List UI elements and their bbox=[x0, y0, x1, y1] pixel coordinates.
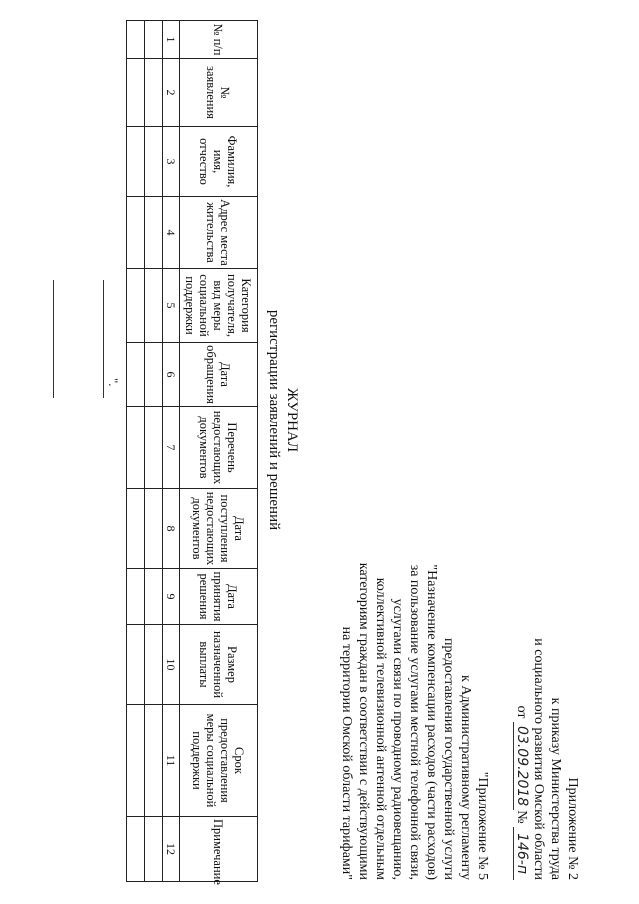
column-header: Дата поступления недостающих документов bbox=[180, 489, 258, 569]
table-cell bbox=[127, 569, 145, 625]
appendix-5-line: на территории Омской области тарифами" bbox=[339, 626, 354, 880]
column-header: Адрес места жительства bbox=[180, 197, 258, 269]
column-number: 9 bbox=[163, 569, 180, 625]
appendix-5-title: "Приложение № 5 bbox=[475, 771, 490, 880]
table-cell bbox=[145, 127, 163, 197]
column-header: Дата принятия решения bbox=[180, 569, 258, 625]
appendix-5-header bbox=[338, 475, 491, 880]
column-header: Фамилия, имя, отчество bbox=[180, 127, 258, 197]
column-number: 8 bbox=[163, 489, 180, 569]
column-number: 12 bbox=[163, 817, 180, 882]
table-cell bbox=[127, 127, 145, 197]
column-number: 2 bbox=[163, 59, 180, 127]
column-header: Дата обращения bbox=[180, 343, 258, 407]
closing-quote: ". bbox=[106, 378, 121, 387]
column-number: 6 bbox=[163, 343, 180, 407]
footer-line-short bbox=[103, 280, 104, 398]
table-cell bbox=[127, 489, 145, 569]
journal-title: ЖУРНАЛ bbox=[284, 387, 300, 453]
handwritten-date: 03.09.2018 bbox=[513, 722, 530, 810]
appendix-2-title: Приложение № 2 bbox=[565, 777, 580, 880]
table-cell bbox=[127, 269, 145, 343]
table-cell bbox=[145, 705, 163, 817]
date-prefix: от bbox=[514, 705, 529, 719]
column-number: 11 bbox=[163, 705, 180, 817]
column-number-row bbox=[163, 21, 180, 882]
table-cell bbox=[145, 625, 163, 705]
table-row bbox=[145, 21, 163, 882]
column-number: 4 bbox=[163, 197, 180, 269]
column-header: Срок предоставления меры социальной поддержки bbox=[180, 705, 258, 817]
table-cell bbox=[127, 407, 145, 489]
journal-title-block bbox=[265, 250, 301, 590]
registration-journal-table bbox=[126, 20, 258, 885]
column-number: 5 bbox=[163, 269, 180, 343]
table-cell bbox=[127, 705, 145, 817]
table-cell bbox=[127, 197, 145, 269]
table-cell bbox=[127, 343, 145, 407]
column-header: Примечание bbox=[180, 817, 258, 882]
column-header: № заявления bbox=[180, 59, 258, 127]
table-cell bbox=[145, 21, 163, 59]
appendix-5-line: категориям граждан в соответствии с действующими bbox=[356, 562, 371, 880]
journal-subtitle: регистрации заявлений и решений bbox=[266, 309, 282, 531]
appendix-5-line: предоставления государственной услуги bbox=[441, 638, 456, 880]
appendix-5-line: коллективной телевизионной антенной отдельным bbox=[373, 577, 388, 880]
appendix-5-line: к Административному регламенту bbox=[458, 675, 473, 880]
column-number: 1 bbox=[163, 21, 180, 59]
table-cell bbox=[127, 817, 145, 882]
table-cell bbox=[145, 817, 163, 882]
table-cell bbox=[145, 269, 163, 343]
table-row bbox=[127, 21, 145, 882]
appendix-2-ministry: и социального развития Омской области bbox=[531, 638, 546, 880]
number-label: № bbox=[514, 810, 529, 824]
column-number: 3 bbox=[163, 127, 180, 197]
table-cell bbox=[127, 21, 145, 59]
column-number: 7 bbox=[163, 407, 180, 489]
column-header: № п/п bbox=[180, 21, 258, 59]
appendix-2-order-ref: к приказу Министерства труда bbox=[548, 697, 563, 880]
table-cell bbox=[145, 489, 163, 569]
table-header-row bbox=[180, 21, 258, 882]
column-header: Категория получателя, вид меры социальной поддержки bbox=[180, 269, 258, 343]
column-number: 10 bbox=[163, 625, 180, 705]
appendix-5-line: за пользование услугами местной телефонной связи, bbox=[407, 564, 422, 880]
appendix-5-line: услугами связи по проводному радиовещанию, bbox=[390, 598, 405, 880]
appendix-2-date-line bbox=[513, 580, 530, 880]
table-cell bbox=[127, 625, 145, 705]
handwritten-number: 146-п bbox=[513, 827, 530, 880]
table-cell bbox=[145, 569, 163, 625]
table-cell bbox=[127, 59, 145, 127]
table-cell bbox=[145, 197, 163, 269]
column-header: Размер назначенной выплаты bbox=[180, 625, 258, 705]
column-header: Перечень недостающих документов bbox=[180, 407, 258, 489]
appendix-5-line: "Назначение компенсации расходов (части расходов) bbox=[424, 564, 439, 880]
table-cell bbox=[145, 343, 163, 407]
appendix-2-header bbox=[513, 580, 581, 880]
footer-line-long bbox=[53, 280, 54, 398]
table-cell bbox=[145, 407, 163, 489]
table-cell bbox=[145, 59, 163, 127]
